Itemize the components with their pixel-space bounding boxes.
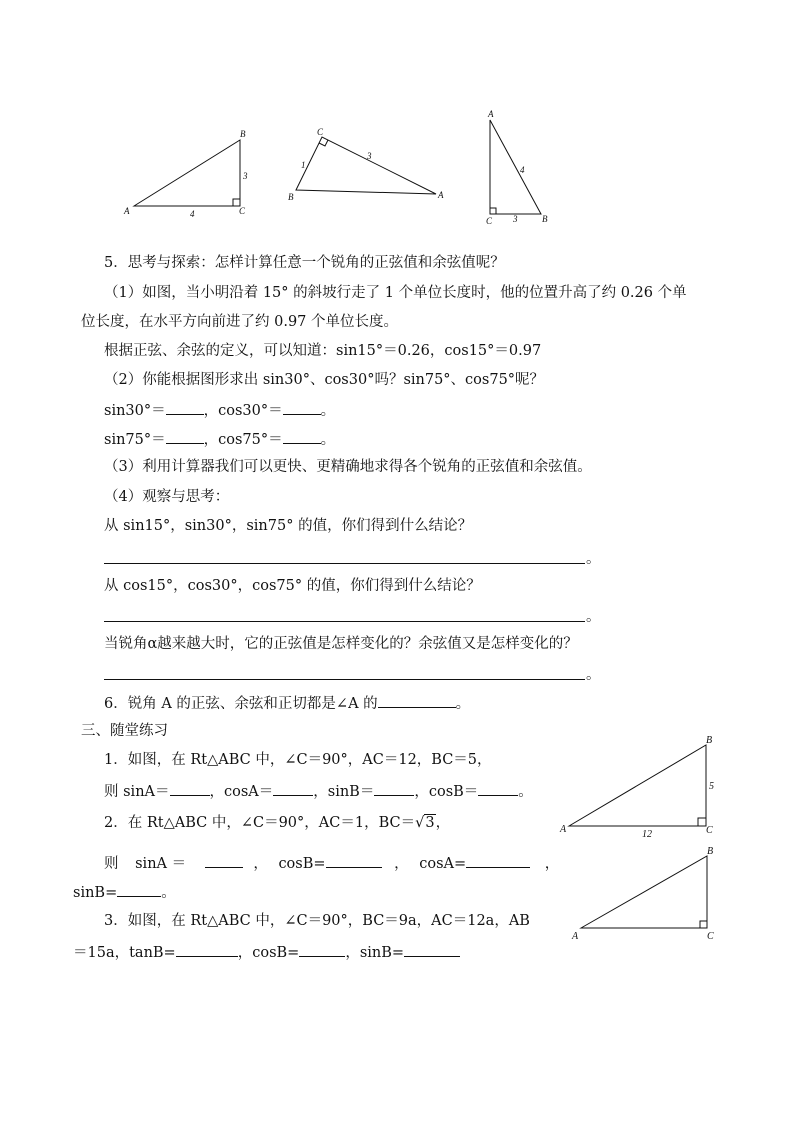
cosB-label: cosB= [278, 856, 326, 872]
q6-line [104, 692, 470, 714]
sin75-blank[interactable] [166, 428, 204, 444]
ex1-answers-line [104, 780, 533, 802]
period: 。 [586, 667, 601, 683]
figure-triangle-2 [283, 122, 453, 207]
ex3-line1: 3．如图，在 Rt△ABC 中，∠C＝90°，BC＝9a，AC＝12a，AB [104, 913, 530, 929]
answer-line-sin[interactable] [104, 563, 585, 564]
period: 。 [586, 551, 601, 567]
cosA-label: ，cosA＝ [209, 784, 274, 800]
vertex-a-label: A [560, 824, 567, 835]
right-angle-mark [700, 921, 707, 928]
ex2-text: 2．在 Rt△ABC 中，∠C＝90°，AC＝1，BC＝ [104, 815, 416, 831]
q5-title: 5．思考与探索：怎样计算任意一个锐角的正弦值和余弦值呢？ [104, 255, 505, 271]
sinA-label: 则 sinA＝ [104, 784, 170, 800]
sin30-blank[interactable] [166, 399, 204, 415]
cosB-blank[interactable] [326, 852, 382, 868]
side-bc-label: 3 [243, 171, 248, 181]
sinB-blank[interactable] [117, 881, 161, 897]
figure-triangle-1 [118, 125, 258, 220]
vertex-c-label: C [239, 206, 246, 216]
q5-part3: （3）利用计算器我们可以更快、更精确地求得各个锐角的正弦值和余弦值。 [104, 459, 592, 475]
vertex-b-label: B [288, 192, 294, 202]
q5-part4: （4）观察与思考： [104, 489, 230, 505]
ex3-line2 [73, 941, 460, 963]
side-cb-label: 3 [513, 214, 518, 224]
side-bc-label: 1 [301, 160, 306, 170]
cosA-label: cosA= [419, 856, 467, 872]
triangle-3-shape [490, 120, 541, 214]
side-bc-label: 5 [709, 781, 714, 792]
ex2-line1 [104, 813, 450, 833]
vertex-c-label: C [317, 127, 324, 137]
sin75-cos75-line [104, 428, 335, 450]
vertex-c-label: C [707, 931, 714, 942]
sin30-label: sin30°＝ [104, 403, 166, 419]
vertex-a-label: A [488, 109, 494, 119]
side-ac-label: 4 [190, 209, 195, 219]
section-3-title: 三、随堂练习 [81, 723, 168, 739]
sinA-blank[interactable] [205, 852, 243, 868]
sqrt-radicand: 3 [425, 815, 435, 831]
cosA-blank[interactable] [273, 780, 313, 796]
q5-part2-question: （2）你能根据图形求出 sin30°、cos30°吗？sin75°、cos75°呢？ [104, 372, 545, 388]
cosB-blank[interactable] [299, 941, 345, 957]
q5-cos-question: 从 cos15°，cos30°，cos75° 的值，你们得到什么结论？ [104, 578, 481, 594]
q5-alpha-question: 当锐角α越来越大时，它的正弦值是怎样变化的？余弦值又是怎样变化的？ [104, 636, 578, 652]
figure-triangle-ex3 [564, 842, 729, 947]
sin30-cos30-line [104, 399, 335, 421]
right-angle-mark [490, 208, 496, 214]
cosB-label: ，cosB= [237, 945, 300, 961]
sinA-blank[interactable] [170, 780, 210, 796]
sqrt-expression: √3 [415, 815, 435, 831]
q5-sin-question: 从 sin15°，sin30°，sin75° 的值，你们得到什么结论？ [104, 518, 473, 534]
right-angle-mark [233, 199, 240, 206]
triangle-1-shape [134, 140, 240, 206]
sinB-label: sinB= [73, 885, 118, 901]
tanB-label: ＝15a，tanB= [73, 945, 176, 961]
period: 。 [455, 696, 471, 712]
triangle-2-shape [296, 137, 436, 194]
vertex-b-label: B [240, 129, 246, 139]
sinB-blank[interactable] [374, 780, 414, 796]
q5-definition-line: 根据正弦、余弦的定义，可以知道：sin15°＝0.26，cos15°＝0.97 [104, 343, 542, 359]
cos75-label: ，cos75°＝ [203, 432, 283, 448]
separator: ， [253, 856, 268, 872]
figure-triangle-ex1 [558, 732, 723, 842]
ex2-line2 [104, 852, 559, 874]
vertex-a-label: A [438, 190, 444, 200]
q5-part1-line1: （1）如图，当小明沿着 15° 的斜坡行走了 1 个单位长度时，他的位置升高了约 0.26 个单 [104, 285, 687, 301]
sinA-label: sinA ＝ [135, 856, 187, 872]
ze-label: 则 [104, 856, 119, 872]
vertex-c-label: C [486, 216, 493, 226]
triangle-ex1-shape [569, 745, 706, 826]
tanB-blank[interactable] [176, 941, 238, 957]
sinB-label: ，sinB= [345, 945, 405, 961]
side-ab-label: 4 [520, 165, 525, 175]
cosA-blank[interactable] [466, 852, 530, 868]
period: 。 [161, 885, 176, 901]
cos30-label: ，cos30°＝ [203, 403, 283, 419]
period: 。 [320, 403, 336, 419]
cosB-blank[interactable] [478, 780, 518, 796]
vertex-c-label: C [706, 825, 713, 836]
ex2-line3 [73, 881, 176, 903]
separator: ， [394, 856, 409, 872]
side-ac-label: 12 [642, 829, 652, 840]
right-angle-mark [698, 818, 706, 826]
sinB-label: ，sinB＝ [313, 784, 375, 800]
period: 。 [586, 609, 601, 625]
separator: ， [544, 856, 560, 872]
cos75-blank[interactable] [283, 428, 321, 444]
triangle-ex3-shape [581, 856, 707, 928]
comma: ， [435, 815, 451, 831]
q6-blank[interactable] [378, 692, 456, 708]
side-ca-label: 3 [367, 151, 372, 161]
vertex-a-label: A [572, 931, 579, 942]
answer-line-alpha[interactable] [104, 679, 585, 680]
cosB-label: ，cosB＝ [414, 784, 479, 800]
ex1-line1: 1．如图，在 Rt△ABC 中，∠C＝90°，AC＝12，BC＝5， [104, 752, 492, 768]
period: 。 [518, 784, 533, 800]
sin75-label: sin75°＝ [104, 432, 166, 448]
vertex-b-label: B [706, 735, 713, 746]
q5-part1-line2: 位长度，在水平方向前进了约 0.97 个单位长度。 [81, 314, 399, 330]
vertex-b-label: B [542, 214, 548, 224]
answer-line-cos[interactable] [104, 621, 585, 622]
period: 。 [320, 432, 336, 448]
vertex-a-label: A [124, 206, 130, 216]
cos30-blank[interactable] [283, 399, 321, 415]
sinB-blank[interactable] [404, 941, 460, 957]
vertex-b-label: B [707, 846, 714, 857]
q6-text: 6．锐角 A 的正弦、余弦和正切都是∠A 的 [104, 696, 378, 712]
figure-triangle-3 [480, 108, 560, 228]
